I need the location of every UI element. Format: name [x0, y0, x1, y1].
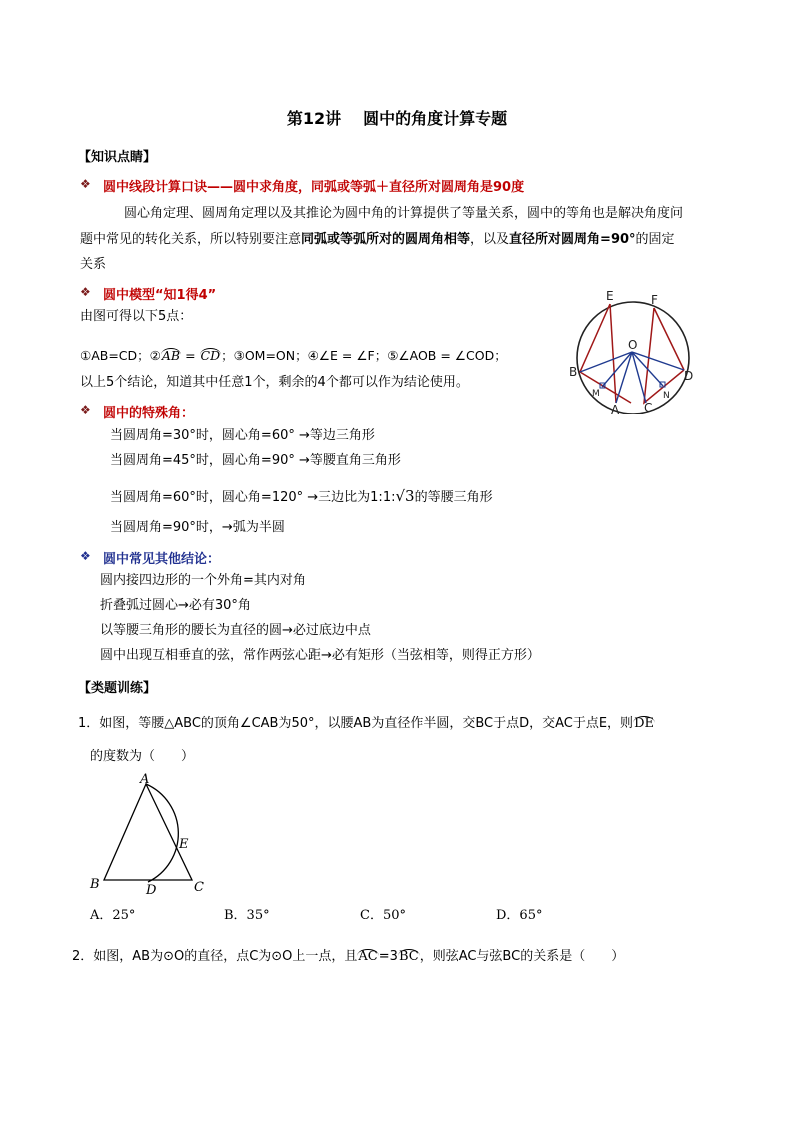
- vertex-label-d: D: [146, 883, 157, 894]
- arc-cd: CD: [200, 348, 221, 363]
- training-header: 【类题训练】: [78, 681, 157, 696]
- question-2-text: 2．如图，AB为⊙O的直径，点C为⊙O上一点，且: [72, 949, 358, 964]
- vertex-label-b: B: [90, 877, 100, 892]
- equals-three: =3: [378, 949, 398, 964]
- question-1-line-1: [78, 712, 655, 735]
- bullet-diamond-icon: ❖: [80, 177, 91, 191]
- lecture-topic: 圆中的角度计算专题: [363, 109, 508, 128]
- model-items: [80, 344, 507, 367]
- point-label-f: F: [651, 293, 658, 307]
- special-item-3: [110, 485, 493, 509]
- special-item-text: 当圆周角=60°时，圆心角=120° →三边比为1:1:: [110, 490, 396, 505]
- bullet-diamond-icon: ❖: [80, 549, 91, 563]
- circle-model-figure: [566, 286, 696, 414]
- model-title: 圆中模型“知1得4”: [103, 288, 217, 303]
- special-title: 圆中的特殊角：: [103, 406, 195, 421]
- other-item-4: 圆中出现互相垂直的弦，常作两弦心距→必有矩形（当弦相等，则得正方形）: [100, 648, 540, 663]
- point-label-m: M: [592, 389, 600, 399]
- bullet-diamond-icon: ❖: [80, 285, 91, 299]
- triangle-semicircle-figure: [86, 770, 210, 894]
- model-note: 以上5个结论，知道其中任意1个，剩余的4个都可以作为结论使用。: [80, 375, 469, 390]
- page-title: [0, 106, 794, 129]
- arc-de: DE: [634, 716, 654, 731]
- other-item-2: 折叠弧过圆心→必有30°角: [100, 598, 251, 613]
- intro-emphasis-arc: 同弧或等弧所对的圆周角相等: [301, 232, 471, 247]
- arc-ab: AB: [161, 348, 181, 363]
- point-label-d: D: [684, 369, 694, 383]
- point-label-a: A: [611, 403, 620, 414]
- point-label-b: B: [569, 365, 578, 379]
- option-c[interactable]: C．50°: [360, 908, 406, 923]
- special-item-4: 当圆周角=90°时，→弧为半圆: [110, 520, 285, 535]
- special-item-tail: 的等腰三角形: [414, 490, 493, 505]
- equals-sign: =: [181, 348, 200, 363]
- intro-text: 题中常见的转化关系，所以特别要注意: [80, 232, 302, 247]
- arc-ac: AC: [358, 949, 378, 964]
- sqrt-three: √3: [395, 487, 415, 505]
- question-1-text: 1．如图，等腰△ABC的顶角∠CAB为50°，以腰AB为直径作半圆，交BC于点D，交AC于点E，则: [78, 716, 634, 731]
- point-label-c: C: [644, 401, 653, 414]
- intro-line-1: 圆心角定理、圆周角定理以及其推论为圆中角的计算提供了等量关系，圆中的等角也是解决角度问: [124, 206, 684, 221]
- question-2: [72, 945, 624, 968]
- intro-line-3: 关系: [80, 257, 107, 272]
- point-label-e: E: [606, 289, 614, 303]
- vertex-label-e: E: [179, 837, 189, 852]
- option-b[interactable]: B．35°: [224, 908, 270, 923]
- other-item-3: 以等腰三角形的腰长为直径的圆→必过底边中点: [100, 623, 371, 638]
- other-item-1: 圆内接四边形的一个外角=其内对角: [100, 573, 306, 588]
- point-label-n: N: [663, 391, 670, 401]
- intro-emphasis-diameter: 直径所对圆周角=90°: [509, 232, 636, 247]
- bullet-diamond-icon: ❖: [80, 403, 91, 417]
- arc-bc: BC: [398, 949, 419, 964]
- other-title: 圆中常见其他结论：: [103, 552, 221, 567]
- intro-text: ，以及: [470, 232, 510, 247]
- vertex-label-a: A: [140, 772, 150, 787]
- special-item-1: 当圆周角=30°时，圆心角=60° →等边三角形: [110, 428, 375, 443]
- question-2-text: ，则弦AC与弦BC的关系是（ ）: [419, 949, 625, 964]
- semicircle-arc: [146, 784, 178, 882]
- question-1-line-2: 的度数为（ ）: [90, 749, 195, 764]
- model-item-text: ；③OM=ON；④∠E = ∠F；⑤∠AOB = ∠COD；: [221, 348, 507, 363]
- option-a[interactable]: A．25°: [90, 908, 136, 923]
- model-lead: 由图可得以下5点：: [80, 309, 193, 324]
- point-label-o: O: [628, 338, 638, 352]
- option-d[interactable]: D．65°: [496, 908, 543, 923]
- intro-text: 的固定: [635, 232, 675, 247]
- vertex-label-c: C: [194, 880, 204, 894]
- lecture-number: 第12讲: [286, 109, 342, 128]
- model-item-text: ①AB=CD；②: [80, 348, 161, 363]
- mnemonic-text: 圆中线段计算口诀——圆中求角度，同弧或等弧＋直径所对圆周角是90度: [103, 180, 525, 195]
- special-item-2: 当圆周角=45°时，圆心角=90° →等腰直角三角形: [110, 453, 401, 468]
- intro-line-2: [80, 228, 675, 251]
- knowledge-header: 【知识点睛】: [78, 150, 157, 165]
